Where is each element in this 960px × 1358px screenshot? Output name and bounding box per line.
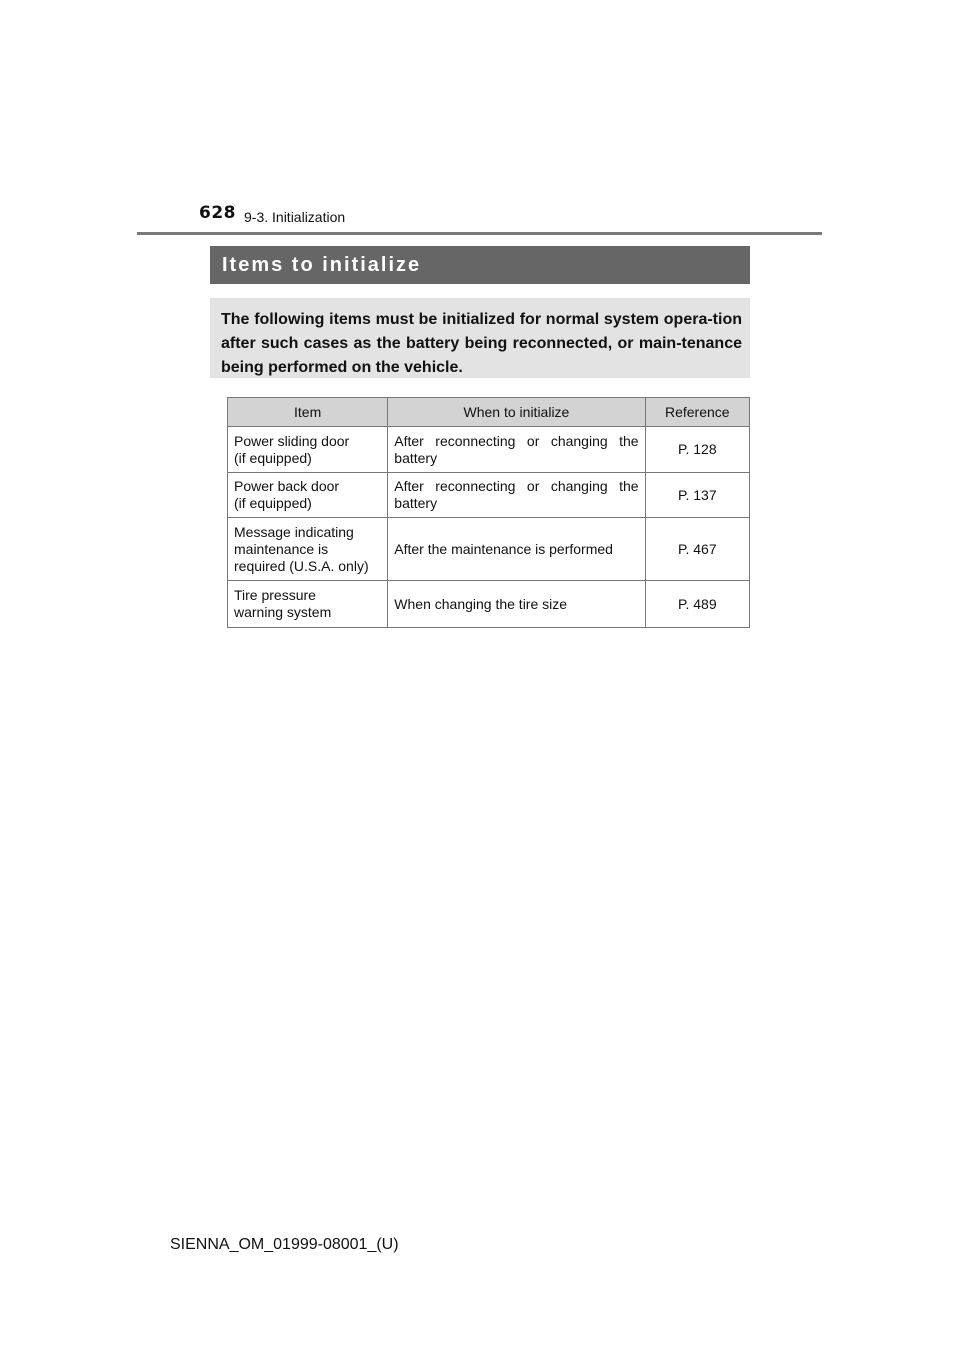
row-when [388, 581, 645, 628]
row-item [228, 518, 388, 581]
row-reference-text: P. 128 [677, 441, 717, 457]
section-title-bar [210, 246, 750, 284]
document-code: SIENNA_OM_01999-08001_(U) [170, 1236, 399, 1253]
table-row [228, 518, 750, 581]
row-when-text: When changing the tire size [394, 595, 568, 612]
row-reference-text: P. 489 [677, 595, 717, 612]
header-rule [137, 232, 822, 235]
intro-text: The following items must be initialized for normal system opera-tion after such cases as the battery being reconnected, or main-tenance being performed on the vehicle. [221, 311, 742, 376]
row-item [228, 581, 388, 628]
row-reference [645, 581, 749, 628]
row-item [228, 427, 388, 473]
row-when [388, 427, 645, 473]
row-item-text: Tire pressure warning system [234, 587, 332, 620]
section-title: Items to initialize [222, 253, 422, 276]
row-reference-text: P. 137 [677, 486, 717, 503]
row-item-text: Power back door (if equipped) [234, 478, 340, 511]
row-reference [645, 473, 749, 518]
header-item: Item [228, 398, 388, 427]
table-header-row [228, 398, 750, 427]
table-row [228, 427, 750, 473]
row-when-text: After reconnecting or changing the battery [394, 478, 639, 511]
row-item-text: Power sliding door (if equipped) [234, 432, 350, 466]
section-label: 9-3. Initialization [244, 209, 346, 225]
row-reference-text: P. 467 [677, 540, 717, 557]
row-item-text: Message indicating maintenance is required (U.S.A. only) [234, 523, 369, 574]
table-row [228, 473, 750, 518]
header-reference: Reference [645, 398, 749, 427]
row-item [228, 473, 388, 518]
initialization-table [227, 397, 750, 628]
row-when [388, 473, 645, 518]
row-when [388, 518, 645, 581]
row-reference [645, 518, 749, 581]
row-when-text: After the maintenance is performed [394, 540, 613, 557]
page-number: 628 [199, 203, 236, 223]
row-when-text: After reconnecting or changing the battery [394, 432, 639, 466]
row-reference [645, 427, 749, 473]
intro-box [210, 298, 750, 378]
header-when: When to initialize [388, 398, 645, 427]
table-row [228, 581, 750, 628]
